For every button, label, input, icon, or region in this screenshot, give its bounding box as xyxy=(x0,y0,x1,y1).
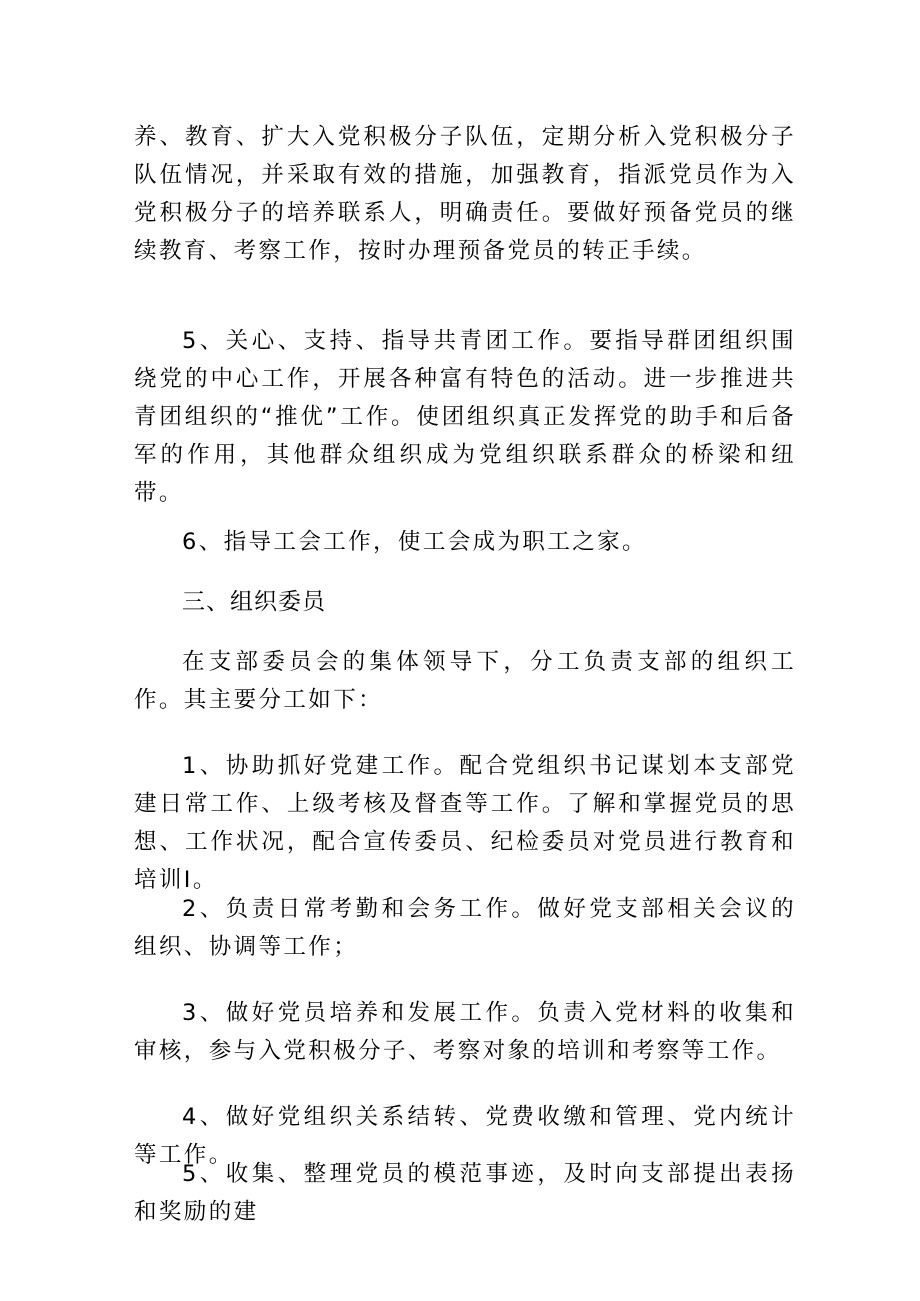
paragraph-section-intro: 在支部委员会的集体领导下，分工负责支部的组织工作。其主要分工如下： xyxy=(134,649,796,713)
paragraph-item-5-exemplary-deeds: 5、收集、整理党员的模范事迹，及时向支部提出表扬和奖励的建 xyxy=(134,1161,796,1225)
paragraph-continuation: 养、教育、扩大入党积极分子队伍，定期分析入党积极分子队伍情况，并采取有效的措施，加强教育，指派党员作为入党积极分子的培养联系人，明确责任。要做好预备党员的继续教育、考察工作，按时办理预备党员的转正手续。 xyxy=(134,124,796,264)
paragraph-item-6-trade-union: 6、指导工会工作，使工会成为职工之家。 xyxy=(182,529,647,555)
section-heading-organization-committee: 三、组织委员 xyxy=(182,589,326,615)
paragraph-item-4-relations: 4、做好党组织关系结转、党费收缴和管理、党内统计等工作。 xyxy=(134,1104,796,1168)
paragraph-item-2-attendance: 2、负责日常考勤和会务工作。做好党支部相关会议的组织、协调等工作； xyxy=(134,896,796,960)
paragraph-item-5-youth-league: 5、关心、支持、指导共青团工作。要指导群团组织围绕党的中心工作，开展各种富有特色的活动。进一步推进共青团组织的“推优”工作。使团组织真正发挥党的助手和后备军的作用，其他群众组织成为党组织联系群众的桥梁和纽带。 xyxy=(134,328,796,506)
paragraph-item-3-member-development: 3、做好党员培养和发展工作。负责入党材料的收集和审核，参与入党积极分子、考察对象的培训和考察等工作。 xyxy=(134,1000,796,1064)
paragraph-item-1-party-building: 1、协助抓好党建工作。配合党组织书记谋划本支部党建日常工作、上级考核及督查等工作。了解和掌握党员的思想、工作状况，配合宣传委员、纪检委员对党员进行教育和培训I。 xyxy=(134,753,796,893)
